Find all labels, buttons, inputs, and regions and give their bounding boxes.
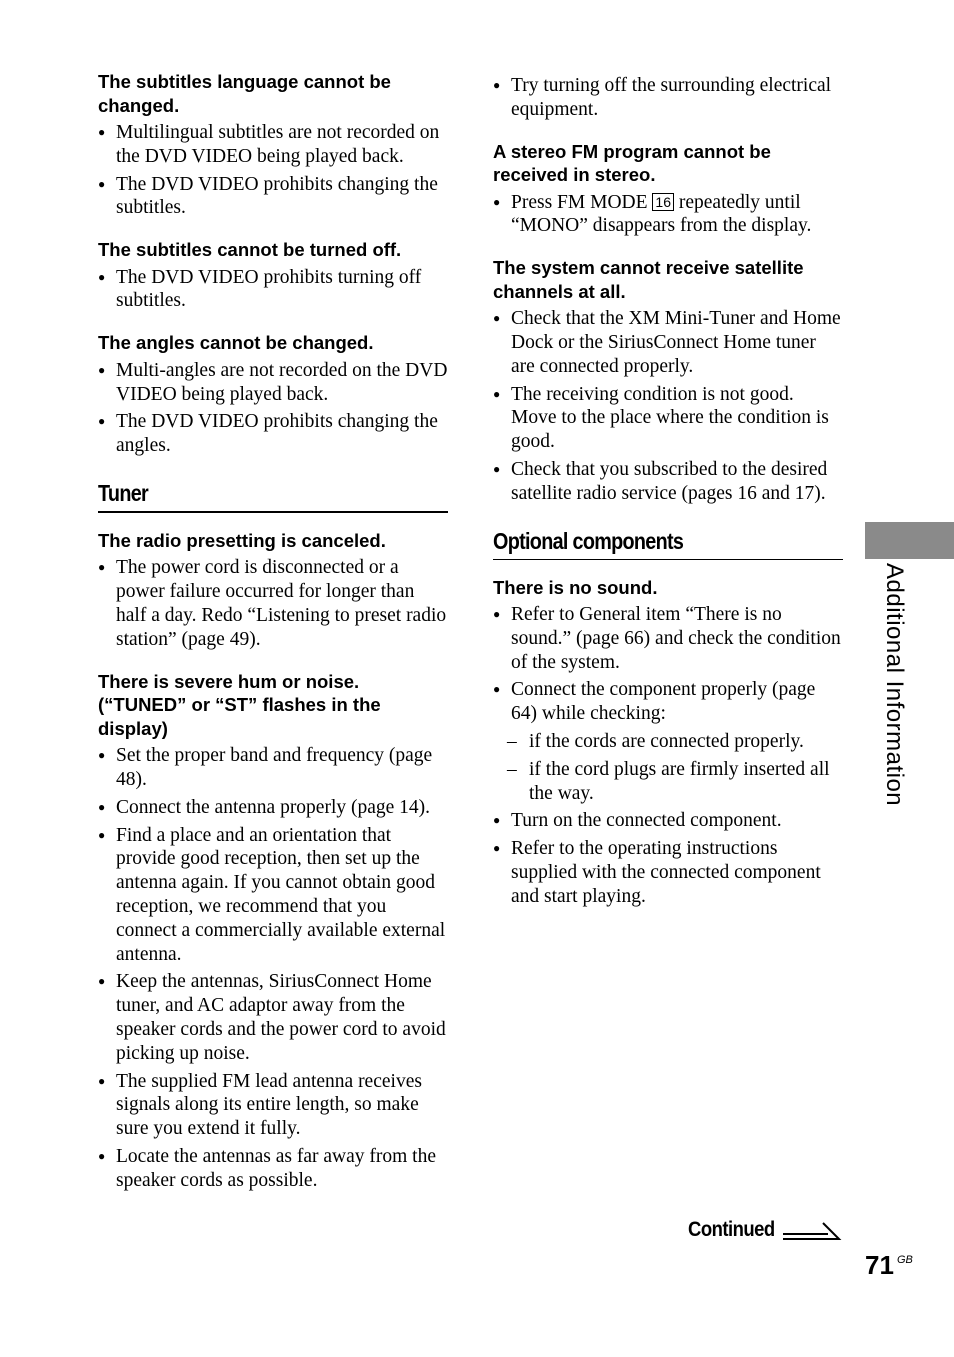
section-title: Optional components bbox=[493, 527, 684, 554]
issue-heading: The radio presetting is canceled. bbox=[98, 529, 386, 551]
solution-list bbox=[98, 744, 448, 1192]
list-item: ● Set the proper band and frequency (page 48). bbox=[98, 744, 448, 792]
list-item: ● Turn on the connected component. bbox=[493, 809, 843, 833]
button-number-key: 16 bbox=[652, 193, 674, 211]
solution-list bbox=[493, 603, 843, 726]
troubleshoot-block bbox=[98, 70, 448, 220]
solution-list bbox=[98, 556, 448, 651]
list-item: ● Check that the XM Mini-Tuner and Home Dock or the SiriusConnect Home tuner are connected properly. bbox=[493, 307, 843, 378]
right-column bbox=[493, 74, 843, 927]
troubleshoot-block bbox=[493, 256, 843, 505]
list-item: ● Check that you subscribed to the desired satellite radio service (pages 16 and 17). bbox=[493, 458, 843, 506]
chapter-side-label: Additional Information bbox=[881, 563, 908, 807]
item-text: repeatedly until “MONO” disappears from the display. bbox=[511, 191, 812, 237]
item-text: Connect the component properly (page 64) while checking: bbox=[511, 679, 816, 725]
section-header-tuner bbox=[98, 480, 448, 513]
solution-list bbox=[493, 809, 843, 908]
troubleshoot-block bbox=[493, 140, 843, 239]
list-item: ● Find a place and an orientation that provide good reception, then set up the antenna again. If you cannot obtain good reception, we recommend that you connect a commercially available external antenna. bbox=[98, 824, 448, 967]
issue-heading: The angles cannot be changed. bbox=[98, 332, 374, 354]
check-sublist bbox=[493, 730, 843, 805]
sub-item: – if the cord plugs are firmly inserted all the way. bbox=[493, 758, 843, 806]
issue-heading: A stereo FM program cannot be received in stereo. bbox=[493, 140, 771, 186]
issue-heading: The subtitles cannot be turned off. bbox=[98, 239, 402, 261]
solution-list bbox=[98, 121, 448, 220]
list-item: ● The DVD VIDEO prohibits changing the subtitles. bbox=[98, 173, 448, 221]
issue-heading: The subtitles language cannot be changed. bbox=[98, 71, 391, 116]
issue-heading: The system cannot receive satellite channels at all. bbox=[493, 257, 804, 302]
list-item bbox=[493, 678, 843, 726]
continued-label: Continued bbox=[688, 1218, 775, 1241]
left-column bbox=[98, 70, 448, 1211]
troubleshoot-block bbox=[98, 238, 448, 313]
list-item: ● The receiving condition is not good. Move to the place where the condition is good. bbox=[493, 383, 843, 454]
chapter-tab-marker bbox=[865, 522, 954, 559]
section-title: Tuner bbox=[98, 479, 149, 506]
solution-list bbox=[98, 359, 448, 458]
solution-list bbox=[493, 74, 843, 122]
troubleshoot-block bbox=[493, 576, 843, 909]
troubleshoot-block bbox=[493, 74, 843, 122]
list-item bbox=[493, 191, 843, 239]
list-item: ● The supplied FM lead antenna receives signals along its entire length, so make sure you extend it fully. bbox=[98, 1070, 448, 1141]
list-item: ● Refer to the operating instructions supplied with the connected component and start playing. bbox=[493, 837, 843, 908]
list-item: ● Multi-angles are not recorded on the DVD VIDEO being played back. bbox=[98, 359, 448, 407]
list-item: ● Multilingual subtitles are not recorded on the DVD VIDEO being played back. bbox=[98, 121, 448, 169]
page-region-suffix: GB bbox=[897, 1254, 913, 1266]
list-item: ● The DVD VIDEO prohibits changing the angles. bbox=[98, 410, 448, 458]
issue-heading: There is severe hum or noise. (“TUNED” or “ST” flashes in the display) bbox=[98, 670, 381, 739]
list-item: ● The power cord is disconnected or a power failure occurred for longer than half a day. Redo “Listening to preset radio station” (page 49). bbox=[98, 556, 448, 651]
list-item: ● Connect the antenna properly (page 14). bbox=[98, 796, 448, 820]
list-item: ● Keep the antennas, SiriusConnect Home tuner, and AC adaptor away from the speaker cords and the power cord to avoid picking up noise. bbox=[98, 970, 448, 1065]
troubleshoot-block bbox=[98, 529, 448, 652]
section-header-optional bbox=[493, 528, 843, 560]
list-item: ● Try turning off the surrounding electrical equipment. bbox=[493, 74, 843, 122]
item-text: Press FM MODE bbox=[511, 191, 648, 213]
list-item: ● Refer to General item “There is no sound.” (page 66) and check the condition of the system. bbox=[493, 603, 843, 674]
solution-list bbox=[493, 191, 843, 239]
solution-list bbox=[98, 266, 448, 314]
list-item: ● The DVD VIDEO prohibits turning off subtitles. bbox=[98, 266, 448, 314]
page-number: 71 bbox=[865, 1250, 894, 1280]
issue-heading: There is no sound. bbox=[493, 576, 658, 598]
sub-item: – if the cords are connected properly. bbox=[493, 730, 843, 754]
continued-arrow-icon bbox=[782, 1219, 842, 1243]
troubleshoot-block bbox=[98, 670, 448, 1193]
list-item: ● Locate the antennas as far away from the speaker cords as possible. bbox=[98, 1145, 448, 1193]
solution-list bbox=[493, 307, 843, 505]
troubleshoot-block bbox=[98, 331, 448, 458]
